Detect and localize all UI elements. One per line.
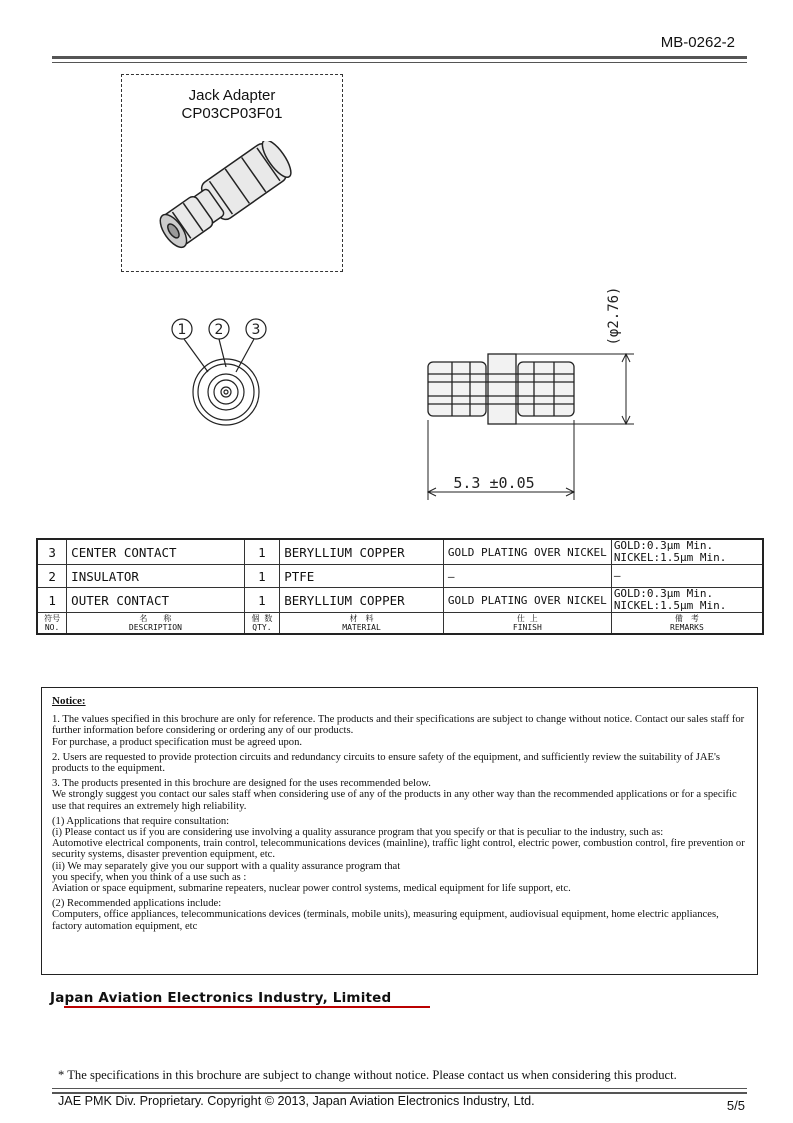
part-finish: GOLD PLATING OVER NICKEL: [443, 539, 611, 565]
notice-text: 1. The values specified in this brochure are only for reference. The products and their specifications are subject to change without notice. Contact our sales staff for further information before considering or ordering any of our products.: [52, 714, 745, 737]
notice-text: We strongly suggest you contact our sales staff when considering use of any of the products in any other way than the recommended applications or for a specific use that requires an extremely high reliability.: [52, 789, 737, 812]
notice-text: Computers, office appliances, telecommunications devices (terminals, mobile units), measuring equipment, audiovisual equipment, home electric appliances, factory automation equipment, etc: [52, 909, 719, 932]
part-qty: 1: [244, 565, 280, 588]
header-rule-thin: [52, 62, 747, 63]
part-finish: —: [443, 565, 611, 588]
part-no: 1: [37, 588, 67, 613]
notice-text: (ii) We may separately give you our support with a quality assurance program that: [52, 860, 401, 872]
header-remarks: 備 考 REMARKS: [611, 613, 763, 635]
product-box: [121, 74, 343, 272]
header-finish: 仕 上 FINISH: [443, 613, 611, 635]
table-row: [37, 565, 763, 588]
footer-rule-thin: [52, 1088, 747, 1089]
company-logo-text: Japan Aviation Electronics Industry, Limited: [50, 990, 392, 1006]
notice-text: (2) Recommended applications include:: [52, 898, 222, 910]
notice-text: Aviation or space equipment, submarine repeaters, nuclear power control systems, medical equipment for life support, etc.: [52, 883, 571, 895]
notice-text: 3. The products presented in this brochure are designed for the uses recommended below.: [52, 778, 431, 790]
callout-1: 1: [177, 322, 187, 338]
product-photo-icon: [152, 141, 312, 251]
part-description: INSULATOR: [67, 565, 244, 588]
part-description: CENTER CONTACT: [67, 539, 244, 565]
part-qty: 1: [244, 588, 280, 613]
part-remarks: —: [611, 565, 763, 588]
header-rule: [52, 56, 747, 59]
part-no: 2: [37, 565, 67, 588]
part-remarks: GOLD:0.3μm Min. NICKEL:1.5μm Min.: [611, 539, 763, 565]
length-dimension: 5.3 ±0.05: [453, 474, 535, 492]
callout-2: 2: [214, 322, 224, 338]
part-qty: 1: [244, 539, 280, 565]
notice-title: Notice:: [52, 695, 86, 707]
notice-text: For purchase, a product specification must be agreed upon.: [52, 736, 303, 748]
header-qty: 個 数 QTY.: [244, 613, 280, 635]
part-material: BERYLLIUM COPPER: [280, 539, 444, 565]
company-underline: [64, 1006, 430, 1008]
product-part-number: CP03CP03F01: [181, 105, 283, 122]
diameter-dimension: (φ2.76): [606, 286, 622, 346]
page-number: 5/5: [726, 1098, 745, 1113]
side-view-drawing: [412, 280, 642, 505]
callout-3: 3: [251, 322, 261, 338]
parts-table: [36, 538, 764, 635]
header-description: 名 称 DESCRIPTION: [67, 613, 244, 635]
part-remarks: GOLD:0.3μm Min. NICKEL:1.5μm Min.: [611, 588, 763, 613]
header-material: 材 料 MATERIAL: [280, 613, 444, 635]
copyright: JAE PMK Div. Proprietary. Copyright © 2013, Japan Aviation Electronics Industry, Ltd.: [58, 1094, 535, 1108]
notice-box: [41, 687, 758, 975]
part-description: OUTER CONTACT: [67, 588, 244, 613]
part-no: 3: [37, 539, 67, 565]
notice-text: 2. Users are requested to provide protection circuits and redundancy circuits to ensure safety of the equipment, and sufficiently review the suitability of JAE's products to the equipment.: [52, 751, 721, 775]
part-material: PTFE: [280, 565, 444, 588]
notice-text: (1) Applications that require consultation:: [52, 815, 230, 827]
header-no: 符号 NO.: [37, 613, 67, 635]
part-finish: GOLD PLATING OVER NICKEL: [443, 588, 611, 613]
document-id: MB-0262-2: [660, 34, 735, 51]
notice-text: (i) Please contact us if you are considering use involving a quality assurance program that you specify or that is peculiar to the industry, such as:: [52, 827, 664, 839]
table-header-row: [37, 613, 763, 635]
spec-note: * The specifications in this brochure are subject to change without notice. Please contact us when considering this product.: [58, 1068, 677, 1082]
notice-text: Automotive electrical components, train control, telecommunications devices (mainline), traffic light control, electric power, combustion control, fire prevention or security systems, disaster prevention equipment, etc.: [52, 838, 745, 861]
table-row: [37, 539, 763, 565]
front-view-drawing: [166, 312, 286, 427]
table-row: [37, 588, 763, 613]
product-name: Jack Adapter: [188, 87, 276, 104]
notice-text: you specify, when you think of a use such as :: [52, 871, 247, 883]
part-material: BERYLLIUM COPPER: [280, 588, 444, 613]
